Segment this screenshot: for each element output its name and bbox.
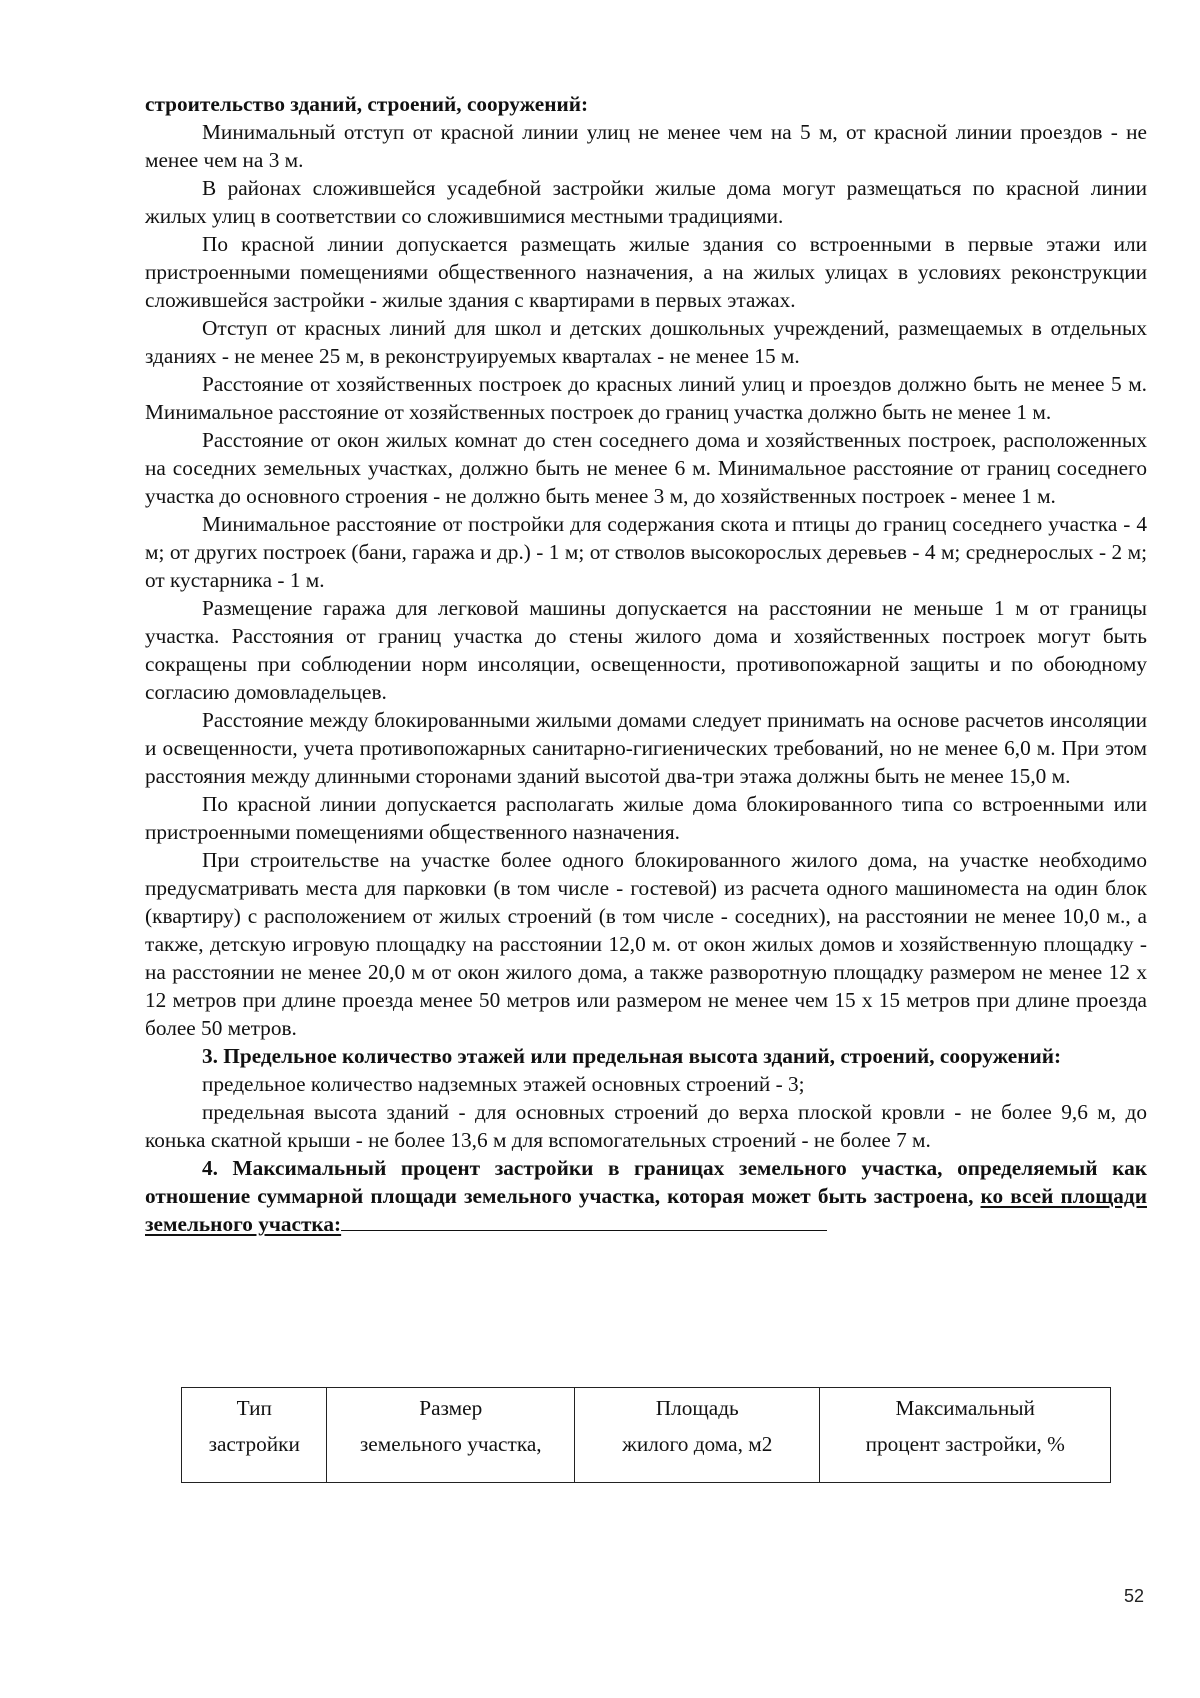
paragraph-blocked-houses-distance: Расстояние между блокированными жилыми домами следует принимать на основе расчетов инсоляции и освещенности, учета противопожарных санитарно-гигиенических требований, но не менее 6,0 м. При этом расстояния между длинными сторонами зданий высотой два-три этажа должны быть не менее 15,0 м.: [145, 708, 1147, 788]
table-header-line: Размер: [419, 1396, 483, 1420]
section-4-underline-tail: [341, 1229, 827, 1231]
table-header-line: земельного участка,: [359, 1432, 542, 1456]
paragraph-outbuildings-distance: Расстояние от хозяйственных построек до красных линий улиц и проездов должно быть не менее 5 м. Минимальное расстояние от хозяйственных построек до границ участка должно быть не менее 1 м.: [145, 372, 1147, 424]
paragraph-red-line-offset: Минимальный отступ от красной линии улиц не менее чем на 5 м, от красной линии проездов - не менее чем на 3 м.: [145, 120, 1147, 172]
section-4-heading-text: 4. Максимальный процент застройки в границах земельного участка, определяемый как отношение суммарной площади земельного участка, которая может быть застроена,: [145, 1156, 1147, 1208]
section-4-heading-underlined: ко всей площади земельного участка:: [145, 1184, 1147, 1236]
document-body: [145, 90, 1147, 1238]
paragraph-estate-districts: В районах сложившейся усадебной застройки жилые дома могут размещаться по красной линии жилых улиц в соответствии со сложившимися местными традициями.: [145, 176, 1147, 228]
building-percentage-table: [181, 1387, 1111, 1483]
table-header-cell-house-area: [575, 1388, 820, 1483]
section-3-item-floors: предельное количество надземных этажей основных строений - 3;: [202, 1072, 805, 1096]
page-number: 52: [1124, 1586, 1145, 1606]
paragraph-schools-offset: Отступ от красных линий для школ и детских дошкольных учреждений, размещаемых в отдельных зданиях - не менее 25 м, в реконструируемых кварталах - не менее 15 м.: [145, 316, 1147, 368]
table-header-line: процент застройки, %: [865, 1432, 1065, 1456]
paragraph-garage-placement: Размещение гаража для легковой машины допускается на расстоянии не меньше 1 м от границы участка. Расстояния от границ участка до стены жилого дома и хозяйственных построек могут быть сокращены при соблюдении норм инсоляции, освещенности, противопожарной защиты и по обоюдному согласию домовладельцев.: [145, 596, 1147, 704]
heading-top: строительство зданий, строений, сооружений:: [145, 92, 589, 116]
section-3-heading: 3. Предельное количество этажей или предельная высота зданий, строений, сооружений:: [202, 1044, 1062, 1068]
paragraph-livestock-distance: Минимальное расстояние от постройки для содержания скота и птицы до границ соседнего участка - 4 м; от других построек (бани, гаража и др.) - 1 м; от стволов высокорослых деревьев - 4 м; среднерослых - 2 м; от кустарника - 1 м.: [145, 512, 1147, 592]
table-header-line: Максимальный: [895, 1396, 1035, 1420]
table-header-cell-type: [182, 1388, 327, 1483]
paragraph-parking-requirements: При строительстве на участке более одного блокированного жилого дома, на участке необходимо предусматривать места для парковки (в том числе - гостевой) из расчета одного машиноместа на один блок (квартиру) с расположением от жилых строений (в том числе - соседних), на расстоянии не менее 10,0 м., а также, детскую игровую площадку на расстоянии 12,0 м. от окон жилых домов и хозяйственную площадку - на расстоянии не менее 20,0 м от окон жилого дома, а также разворотную площадку размером не менее 12 х 12 метров при длине проезда менее 50 метров или размером не менее чем 15 х 15 метров при длине проезда более 50 метров.: [145, 848, 1147, 1040]
section-4-heading: [145, 1154, 1147, 1238]
table-header-line: застройки: [208, 1432, 300, 1456]
section-3-item-height: предельная высота зданий - для основных строений до верха плоской кровли - не более 9,6 м, до конька скатной крыши - не более 13,6 м для вспомогательных строений - не более 7 м.: [145, 1100, 1147, 1152]
table-header-line: Площадь: [655, 1396, 739, 1420]
paragraph-blocked-red-line: По красной линии допускается располагать жилые дома блокированного типа со встроенными или пристроенными помещениями общественного назначения.: [145, 792, 1147, 844]
table-header-line: жилого дома, м2: [622, 1432, 773, 1456]
table-header-cell-plot-size: [327, 1388, 575, 1483]
paragraph-built-in-premises: По красной линии допускается размещать жилые здания со встроенными в первые этажи или пристроенными помещениями общественного назначения, а на жилых улицах в условиях реконструкции сложившейся застройки - жилые здания с квартирами в первых этажах.: [145, 232, 1147, 312]
table-header-line: Тип: [236, 1396, 272, 1420]
table-header-row: [182, 1388, 1111, 1483]
table-header-cell-max-percentage: [820, 1388, 1111, 1483]
paragraph-windows-distance: Расстояние от окон жилых комнат до стен соседнего дома и хозяйственных построек, расположенных на соседних земельных участках, должно быть не менее 6 м. Минимальное расстояние от границ соседнего участка до основного строения - не должно быть менее 3 м, до хозяйственных построек - менее 1 м.: [145, 428, 1147, 508]
